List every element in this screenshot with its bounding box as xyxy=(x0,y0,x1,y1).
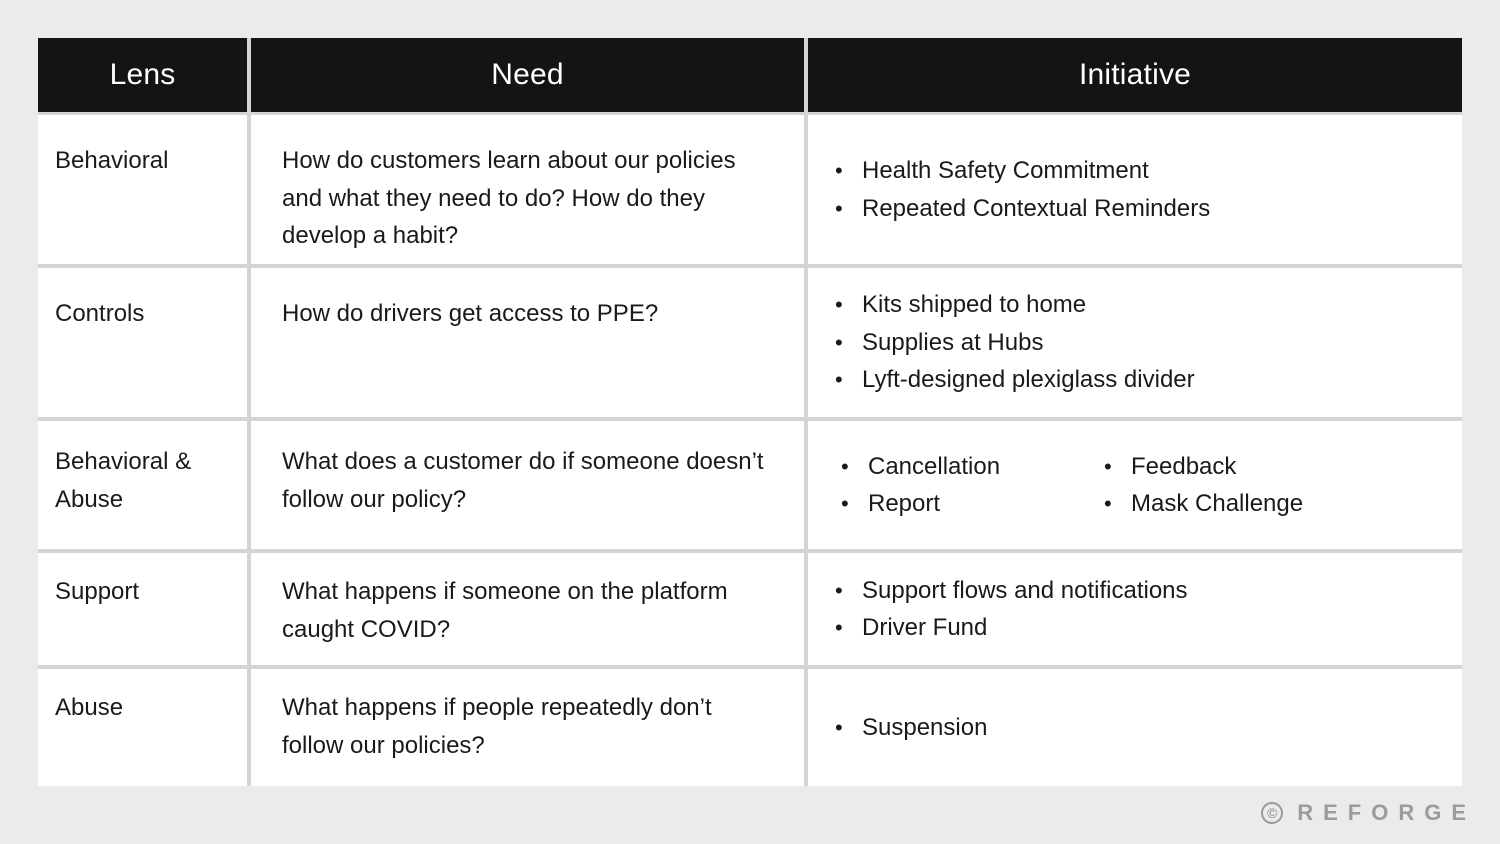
lens-cell: Behavioral & Abuse xyxy=(38,421,247,549)
initiative-item: • Support flows and notifications xyxy=(862,572,1462,610)
reforge-logo xyxy=(1261,800,1476,826)
initiative-column-left xyxy=(868,448,1131,523)
initiative-cell xyxy=(808,115,1462,264)
lens-cell: Controls xyxy=(38,268,247,417)
initiative-cell xyxy=(808,669,1462,786)
table-row xyxy=(38,553,1462,665)
initiative-item: • Report xyxy=(868,485,1131,523)
need-cell: What happens if someone on the platform caught COVID? xyxy=(251,553,804,665)
lens-cell: Abuse xyxy=(38,669,247,786)
header-lens: Lens xyxy=(38,38,247,112)
table-row xyxy=(38,421,1462,549)
initiative-cell xyxy=(808,268,1462,417)
table-row xyxy=(38,115,1462,264)
initiatives-table xyxy=(38,38,1462,786)
brand-wordmark: REFORGE xyxy=(1297,800,1476,825)
initiative-item: • Cancellation xyxy=(868,448,1131,486)
lens-cell: Support xyxy=(38,553,247,665)
initiative-item: • Mask Challenge xyxy=(1131,485,1394,523)
need-cell: How do customers learn about our policies and what they need to do? How do they develop a habit? xyxy=(251,115,804,264)
initiative-item: • Lyft-designed plexiglass divider xyxy=(862,361,1462,399)
initiative-item: • Health Safety Commitment xyxy=(862,152,1462,190)
initiative-cell xyxy=(808,553,1462,665)
lens-cell: Behavioral xyxy=(38,115,247,264)
need-cell: What happens if people repeatedly don’t follow our policies? xyxy=(251,669,804,786)
initiative-cell xyxy=(808,421,1462,549)
header-initiative: Initiative xyxy=(808,38,1462,112)
initiative-item: • Feedback xyxy=(1131,448,1394,486)
need-cell: How do drivers get access to PPE? xyxy=(251,268,804,417)
need-cell: What does a customer do if someone doesn’t follow our policy? xyxy=(251,421,804,549)
initiative-column-right xyxy=(1131,448,1394,523)
initiative-columns xyxy=(868,448,1462,523)
table-row xyxy=(38,669,1462,786)
initiative-item: • Repeated Contextual Reminders xyxy=(862,190,1462,228)
copyright-icon: © xyxy=(1261,802,1283,824)
initiative-item: • Suspension xyxy=(862,709,1462,747)
header-need: Need xyxy=(251,38,804,112)
initiative-item: • Kits shipped to home xyxy=(862,286,1462,324)
initiative-item: • Supplies at Hubs xyxy=(862,324,1462,362)
initiative-item: • Driver Fund xyxy=(862,609,1462,647)
table-header-row xyxy=(38,38,1462,112)
table-row xyxy=(38,268,1462,417)
